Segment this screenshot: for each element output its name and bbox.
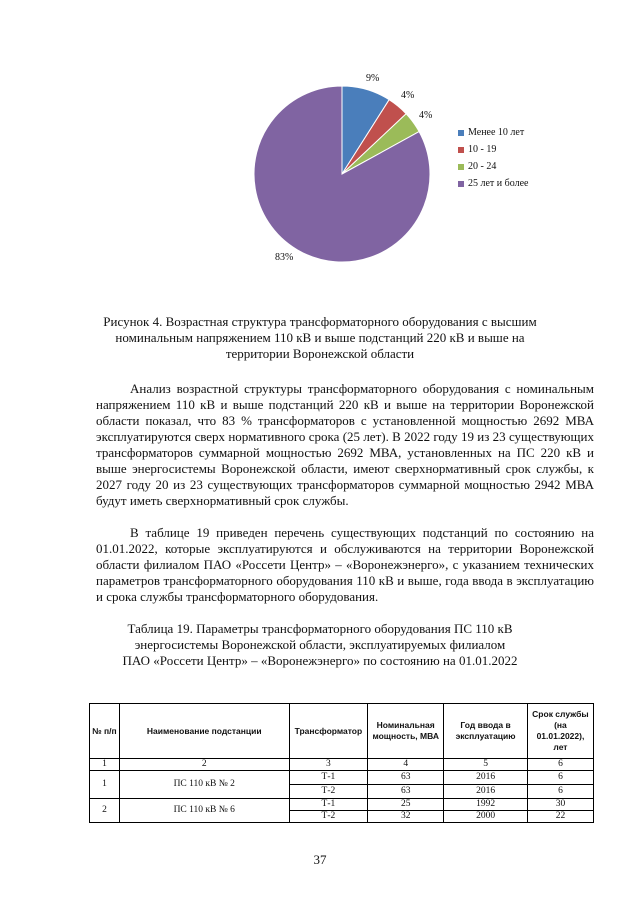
transformer-cell: Т-2 bbox=[289, 785, 368, 799]
service-life-cell: 6 bbox=[527, 771, 593, 785]
table-intro-paragraph: В таблице 19 приведен перечень существующих подстанций по состоянию на 01.01.2022, которые эксплуатируются и обслуживаются на территории Воронежской области филиалом ПАО «Россети Центр» – «Воронежэнерго», с указанием технических параметров трансформаторного оборудования 110 кВ и выше, года ввода в эксплуатацию и срока службы трансформаторного оборудования. bbox=[96, 525, 594, 604]
table-row bbox=[90, 799, 594, 811]
numbering-cell: 1 bbox=[90, 759, 120, 771]
service-life-cell: 22 bbox=[527, 811, 593, 823]
transformer-cell: Т-2 bbox=[289, 811, 368, 823]
legend-label: 20 - 24 bbox=[468, 161, 497, 172]
pie-chart bbox=[0, 0, 640, 300]
legend-label: Менее 10 лет bbox=[468, 127, 525, 138]
legend-swatch bbox=[458, 164, 464, 170]
numbering-cell: 2 bbox=[119, 759, 289, 771]
year-cell: 2016 bbox=[444, 785, 528, 799]
year-cell: 2016 bbox=[444, 771, 528, 785]
legend-swatch bbox=[458, 130, 464, 136]
figure-caption: Рисунок 4. Возрастная структура трансформаторного оборудования с высшим номинальным напряжением 110 кВ и выше подстанций 220 кВ и выше на территории Воронежской области bbox=[103, 314, 537, 361]
power-cell: 25 bbox=[368, 799, 444, 811]
header-substation: Наименование подстанции bbox=[119, 704, 289, 759]
numbering-cell: 5 bbox=[444, 759, 528, 771]
row-num-cell: 1 bbox=[90, 771, 120, 799]
transformer-cell: Т-1 bbox=[289, 799, 368, 811]
transformer-parameters-table bbox=[89, 703, 594, 823]
service-life-cell: 6 bbox=[527, 785, 593, 799]
numbering-cell: 4 bbox=[368, 759, 444, 771]
slice-label-1: 9% bbox=[366, 73, 380, 84]
row-num-cell: 2 bbox=[90, 799, 120, 823]
legend-item bbox=[458, 124, 528, 141]
transformer-cell: Т-1 bbox=[289, 771, 368, 785]
header-num: № п/п bbox=[90, 704, 120, 759]
legend-label: 25 лет и более bbox=[468, 178, 529, 189]
numbering-cell: 3 bbox=[289, 759, 368, 771]
slice-label-3: 4% bbox=[419, 110, 433, 121]
substation-name-cell: ПС 110 кВ № 6 bbox=[119, 799, 289, 823]
age-structure-chart bbox=[0, 0, 640, 300]
table-title: Таблица 19. Параметры трансформаторного оборудования ПС 110 кВ энергосистемы Воронежской области, эксплуатируемых филиалом ПАО «Россети Центр» – «Воронежэнерго» по состоянию на 01.01.2022 bbox=[122, 621, 518, 668]
numbering-cell: 6 bbox=[527, 759, 593, 771]
header-power: Номинальная мощность, МВА bbox=[368, 704, 444, 759]
analysis-paragraph: Анализ возрастной структуры трансформаторного оборудования с номинальным напряжением 110 кВ и выше подстанций 220 кВ и выше на территории Воронежской области показал, что 83 % трансформаторов с установленной мощностью 2692 МВА эксплуатируются сверх нормативного срока (25 лет). В 2022 году 19 из 23 существующих трансформаторов суммарной мощностью 2692 МВА, установленных на ПС 220 кВ и выше энергосистемы Воронежской области, имеют сверхнормативный срок службы, к 2027 году 20 из 23 существующих трансформаторов суммарной мощностью 2942 МВА будут иметь сверхнормативный срок службы. bbox=[96, 381, 594, 508]
legend-swatch bbox=[458, 147, 464, 153]
header-transformer: Трансформатор bbox=[289, 704, 368, 759]
slice-label-2: 4% bbox=[401, 90, 415, 101]
legend-label: 10 - 19 bbox=[468, 144, 497, 155]
power-cell: 32 bbox=[368, 811, 444, 823]
substation-name-cell: ПС 110 кВ № 2 bbox=[119, 771, 289, 799]
header-service-life: Срок службы (на 01.01.2022), лет bbox=[527, 704, 593, 759]
table-row bbox=[90, 771, 594, 785]
year-cell: 1992 bbox=[444, 799, 528, 811]
slice-label-4: 83% bbox=[275, 252, 294, 263]
legend-item bbox=[458, 175, 528, 192]
year-cell: 2000 bbox=[444, 811, 528, 823]
power-cell: 63 bbox=[368, 785, 444, 799]
power-cell: 63 bbox=[368, 771, 444, 785]
table-header-row bbox=[90, 704, 594, 759]
legend-item bbox=[458, 141, 528, 158]
legend-item bbox=[458, 158, 528, 175]
page-number: 37 bbox=[313, 852, 327, 867]
legend-swatch bbox=[458, 181, 464, 187]
service-life-cell: 30 bbox=[527, 799, 593, 811]
numbering-row bbox=[90, 759, 594, 771]
chart-legend bbox=[458, 124, 528, 192]
header-year: Год ввода в эксплуатацию bbox=[444, 704, 528, 759]
